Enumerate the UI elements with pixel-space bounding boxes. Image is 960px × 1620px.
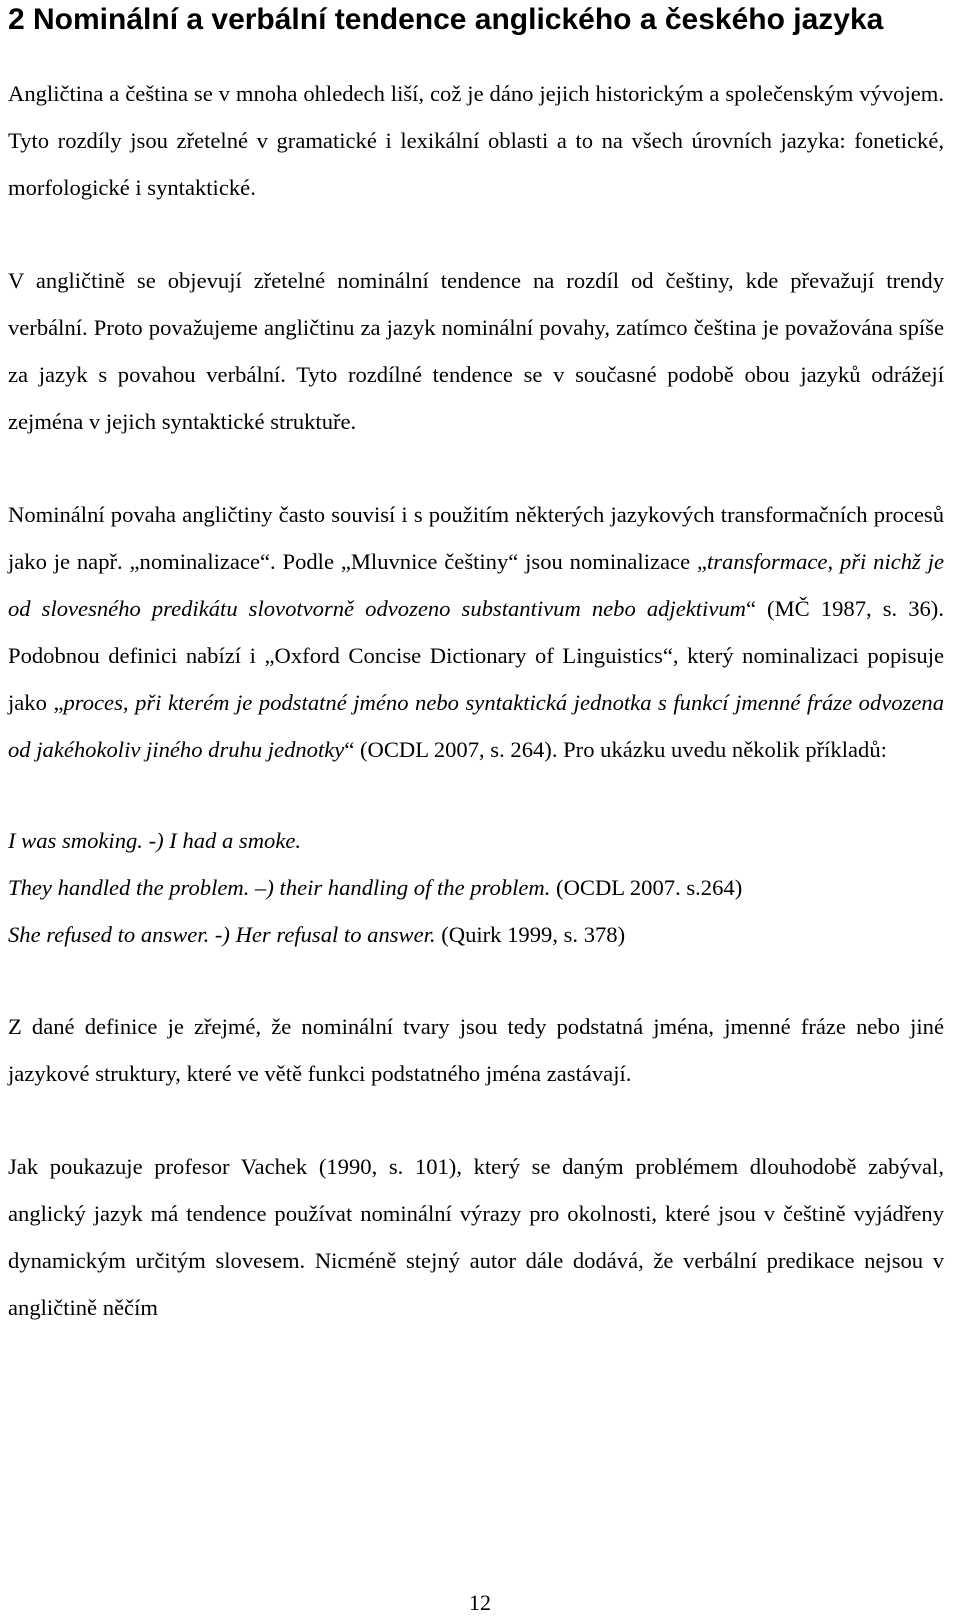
document-page: [8, 0, 944, 1331]
example-line: [8, 817, 944, 864]
paragraph-3: [8, 491, 944, 773]
example-text: She refused to answer. -) Her refusal to answer.: [8, 922, 436, 947]
paragraph-3-text-2: “ (MČ 1987, s. 36). Podobnou definici nabízí i „Oxford Concise Dictionary of Linguistics“, který nominalizaci popisuje jako „: [8, 596, 944, 715]
paragraph-5: Jak poukazuje profesor Vachek (1990, s. 101), který se daným problémem dlouhodobě zabýval, anglický jazyk má tendence používat nominální výrazy pro okolnosti, které jsou v češtině vyjádřeny dynamickým určitým slovesem. Nicméně stejný autor dále dodává, že verbální predikace nejsou v angličtině něčím: [8, 1154, 944, 1320]
paragraph-3-text-1: Nominální povaha angličtiny často souvisí i s použitím některých jazykových transformačních procesů jako je např. „nominalizace“. Podle „Mluvnice češtiny“ jsou nominalizace „: [8, 502, 944, 574]
example-line: [8, 911, 944, 958]
example-source: (OCDL 2007. s.264): [550, 875, 743, 900]
paragraph-3-quote-1: transformace, při nichž je od slovesného predikátu slovotvorně odvozeno substantivum nebo adjektivum: [8, 549, 945, 621]
paragraph-2: V angličtině se objevují zřetelné nominální tendence na rozdíl od češtiny, kde převažují trendy verbální. Proto považujeme angličtinu za jazyk nominální povahy, zatímco čeština je považována spíše za jazyk s povahou verbální. Tyto rozdílné tendence se v současné podobě obou jazyků odrážejí zejména v jejich syntaktické struktuře.: [8, 268, 944, 434]
page-number: 12: [469, 1590, 491, 1615]
paragraph-3-text-3: “ (OCDL 2007, s. 264). Pro ukázku uvedu několik příkladů:: [344, 737, 887, 762]
paragraph-4: Z dané definice je zřejmé, že nominální tvary jsou tedy podstatná jména, jmenné fráze nebo jiné jazykové struktury, které ve větě funkci podstatného jména zastávají.: [8, 1014, 944, 1086]
example-line: [8, 864, 944, 911]
examples-list: [8, 817, 944, 958]
example-text: They handled the problem. –) their handling of the problem.: [8, 875, 551, 900]
example-source: (Quirk 1999, s. 378): [435, 922, 626, 947]
paragraph-1: Angličtina a čeština se v mnoha ohledech liší, což je dáno jejich historickým a společenským vývojem. Tyto rozdíly jsou zřetelné v gramatické i lexikální oblasti a to na všech úrovních jazyka: fonetické, morfologické i syntaktické.: [8, 81, 944, 200]
section-heading: 2 Nominální a verbální tendence anglického a českého jazyka: [8, 3, 884, 36]
example-text: I was smoking. -) I had a smoke.: [8, 828, 302, 853]
paragraph-3-quote-2: proces, při kterém je podstatné jméno nebo syntaktická jednotka s funkcí jmenné fráze odvozena od jakéhokoliv jiného druhu jednotky: [8, 690, 944, 762]
